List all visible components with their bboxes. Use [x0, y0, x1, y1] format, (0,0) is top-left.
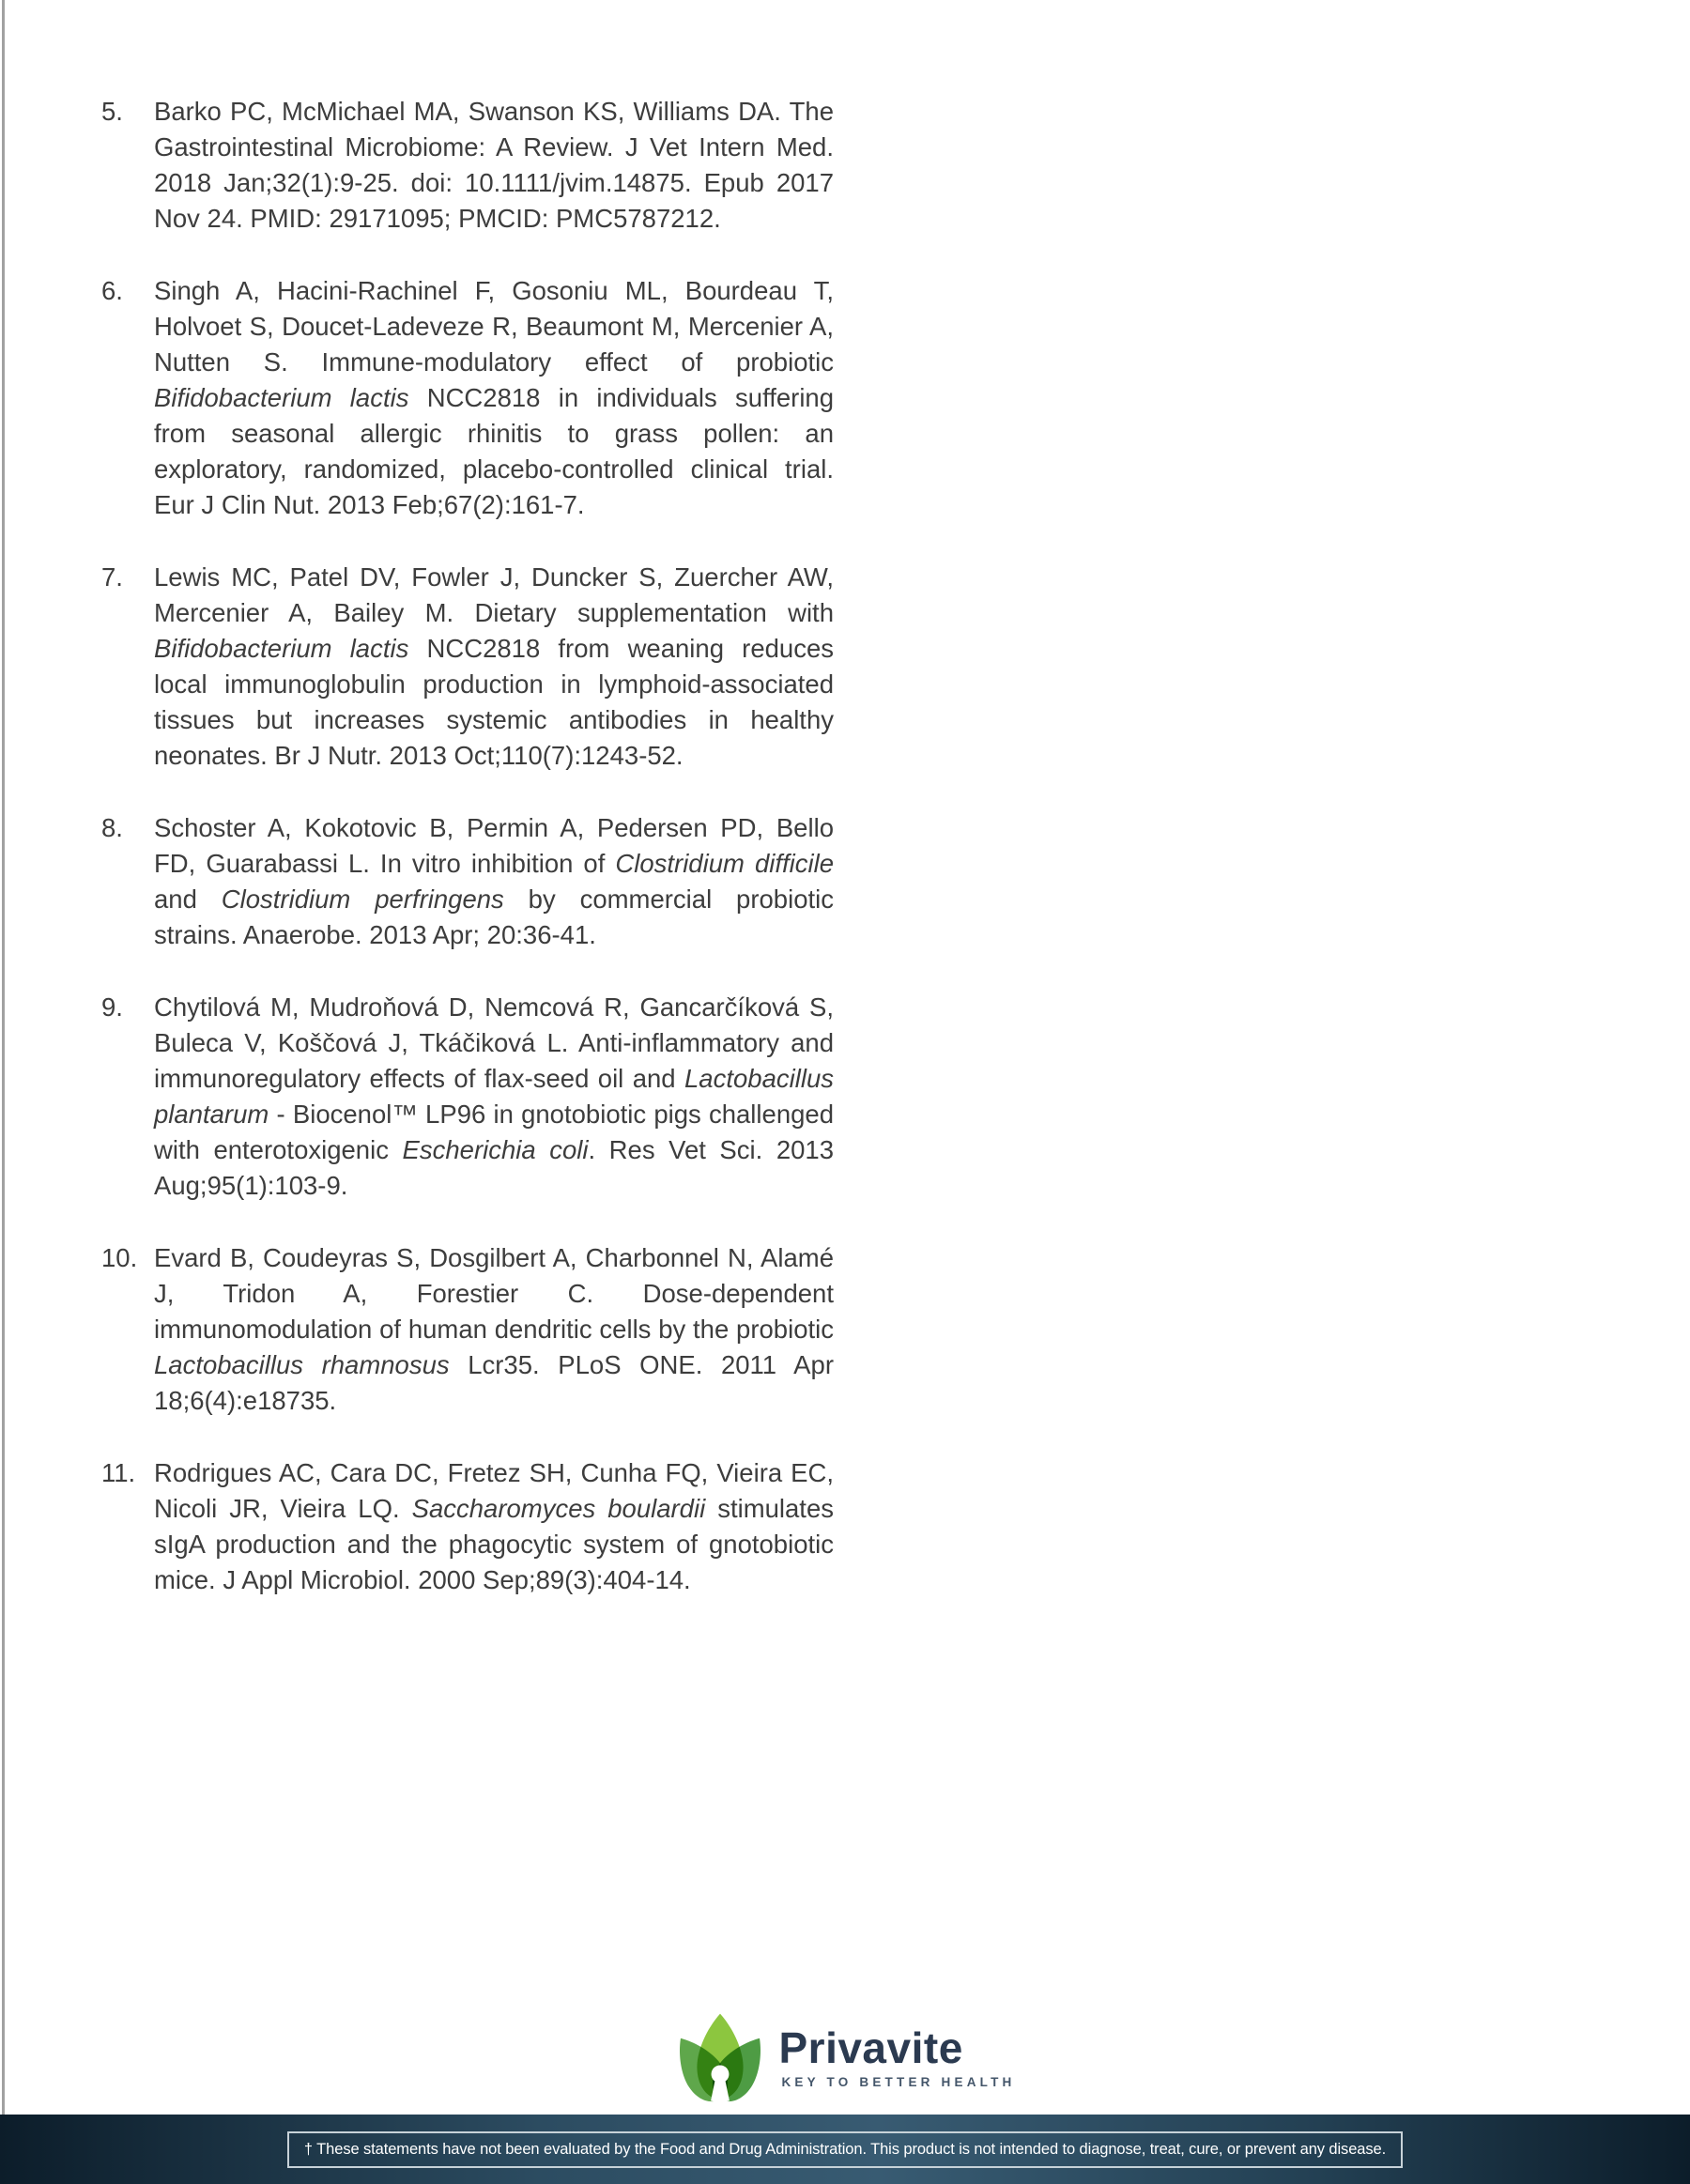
- reference-number: 5.: [101, 97, 123, 126]
- reference-item: [101, 273, 834, 523]
- reference-item: [101, 560, 834, 774]
- reference-text: [154, 990, 834, 1204]
- reference-segment: - Biocenol™ LP96 in gnotobiotic pigs challenged with enterotoxigenic: [154, 1100, 834, 1164]
- reference-number: 11.: [101, 1458, 136, 1487]
- references-list: [101, 94, 834, 1635]
- reference-item: [101, 1455, 834, 1598]
- reference-segment: Lewis MC, Patel DV, Fowler J, Duncker S, Zuercher AW, Mercenier A, Bailey M. Dietary supplementation with: [154, 562, 834, 627]
- reference-segment: stimulates sIgA production and the phagocytic system of gnotobiotic mice. J Appl Microbiol. 2000 Sep;89(3):404-14.: [154, 1494, 834, 1594]
- reference-number: 6.: [101, 276, 123, 305]
- reference-text: [154, 560, 834, 774]
- brand-logo: [0, 2007, 1690, 2107]
- reference-text: [154, 94, 834, 237]
- logo-text-block: [778, 2025, 1015, 2089]
- footer-bar: [0, 2115, 1690, 2184]
- reference-segment: and: [154, 884, 222, 914]
- logo-tagline: KEY TO BETTER HEALTH: [781, 2075, 1016, 2090]
- species-name-italic: Clostridium difficile: [615, 849, 834, 878]
- reference-segment: NCC2818 from weaning reduces local immunoglobulin production in lymphoid-associated tissues but increases systemic antibodies in healthy neonates. Br J Nutr. 2013 Oct;110(7):1243-52.: [154, 634, 834, 770]
- reference-segment: Schoster A, Kokotovic B, Permin A, Pedersen PD, Bello FD, Guarabassi L. In vitro inhibition of: [154, 813, 834, 878]
- reference-segment: Evard B, Coudeyras S, Dosgilbert A, Charbonnel N, Alamé J, Tridon A, Forestier C. Dose-dependent immunomodulation of human dendritic cells by the probiotic: [154, 1243, 834, 1344]
- reference-number: 7.: [101, 562, 123, 592]
- species-name-italic: Lactobacillus plantarum: [154, 1064, 834, 1129]
- reference-segment: Lcr35. PLoS ONE. 2011 Apr 18;6(4):e18735.: [154, 1350, 834, 1415]
- reference-item: [101, 810, 834, 953]
- reference-segment: . Res Vet Sci. 2013 Aug;95(1):103-9.: [154, 1135, 834, 1200]
- species-name-italic: Clostridium perfringens: [221, 884, 504, 914]
- page-edge-line: [2, 0, 5, 2115]
- reference-item: [101, 1240, 834, 1419]
- species-name-italic: Escherichia coli: [402, 1135, 589, 1164]
- reference-text: [154, 810, 834, 953]
- reference-segment: NCC2818 in individuals suffering from seasonal allergic rhinitis to grass pollen: an exploratory, randomized, placebo-controlled clinical trial. Eur J Clin Nut. 2013 Feb;67(2):161-7.: [154, 383, 835, 519]
- reference-text: [154, 1240, 834, 1419]
- privavite-leaf-keyhole-icon: [674, 2008, 766, 2106]
- species-name-italic: Lactobacillus rhamnosus: [154, 1350, 450, 1379]
- reference-number: 8.: [101, 813, 123, 842]
- reference-number: 9.: [101, 992, 123, 1022]
- reference-item: [101, 94, 834, 237]
- species-name-italic: Bifidobacterium lactis: [154, 383, 409, 412]
- reference-segment: Rodrigues AC, Cara DC, Fretez SH, Cunha FQ, Vieira EC, Nicoli JR, Vieira LQ.: [154, 1458, 834, 1523]
- reference-segment: Chytilová M, Mudroňová D, Nemcová R, Gancarčíková S, Buleca V, Koščová J, Tkáčiková L. Anti-inflammatory and immunoregulatory effects of flax-seed oil and: [154, 992, 834, 1093]
- reference-segment: Singh A, Hacini-Rachinel F, Gosoniu ML, Bourdeau T, Holvoet S, Doucet-Ladeveze R, Beaumont M, Mercenier A, Nutten S. Immune-modulatory effect of probiotic: [154, 276, 834, 377]
- fda-disclaimer: † These statements have not been evaluated by the Food and Drug Administration. This product is not intended to diagnose, treat, cure, or prevent any disease.: [287, 2131, 1403, 2168]
- reference-item: [101, 990, 834, 1204]
- reference-segment: Barko PC, McMichael MA, Swanson KS, Williams DA. The Gastrointestinal Microbiome: A Review. J Vet Intern Med. 2018 Jan;32(1):9-25. doi: 10.1111/jvim.14875. Epub 2017 Nov 24. PMID: 29171095; PMCID: PMC5787212.: [154, 97, 834, 233]
- reference-number: 10.: [101, 1243, 138, 1272]
- reference-text: [154, 273, 834, 523]
- species-name-italic: Saccharomyces boulardii: [411, 1494, 706, 1523]
- logo-wordmark: Privavite: [778, 2023, 963, 2072]
- species-name-italic: Bifidobacterium lactis: [154, 634, 409, 663]
- reference-segment: by commercial probiotic strains. Anaerobe. 2013 Apr; 20:36-41.: [154, 884, 835, 949]
- reference-text: [154, 1455, 834, 1598]
